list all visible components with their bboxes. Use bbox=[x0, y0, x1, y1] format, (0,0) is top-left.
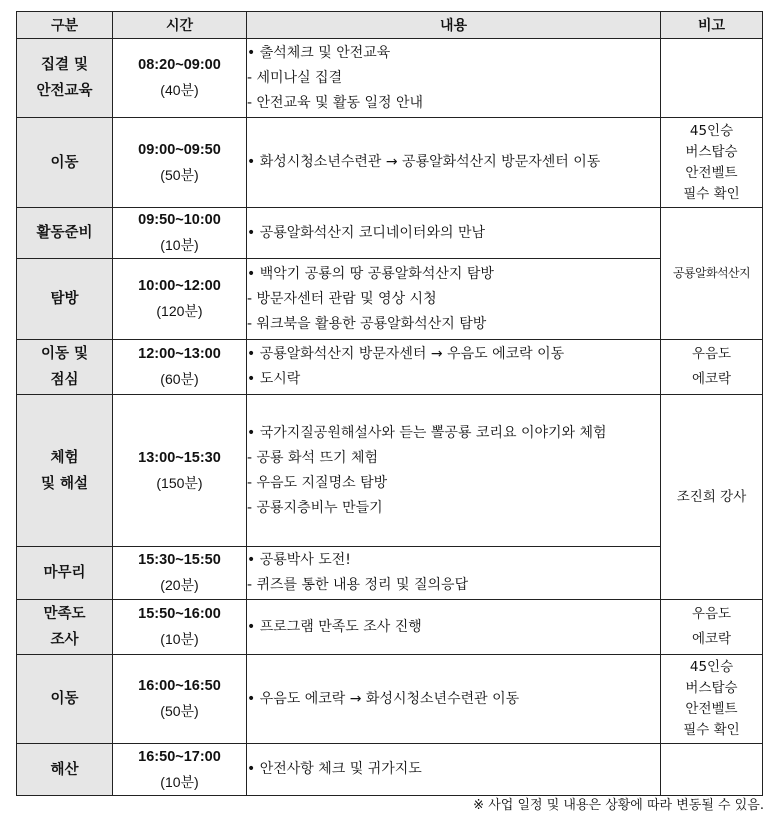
content-line: • 공룡알화석산지 방문자센터 → 우음도 에코락 이동 bbox=[247, 346, 565, 362]
content-cell bbox=[247, 208, 661, 259]
note-cell bbox=[661, 395, 763, 600]
time-cell bbox=[113, 259, 247, 340]
category-text: 체험 bbox=[50, 449, 79, 466]
duration: (20분) bbox=[160, 577, 199, 593]
category-text: 안전교육 bbox=[36, 83, 93, 99]
note-cell bbox=[661, 208, 763, 340]
category-cell bbox=[17, 118, 113, 208]
duration: (60분) bbox=[160, 371, 199, 387]
header-note: 비고 bbox=[661, 12, 763, 39]
content-line: - 세미나실 집결 bbox=[247, 69, 343, 86]
table-row bbox=[17, 600, 763, 655]
content-line: - 공룡 화석 뜨기 체험 bbox=[247, 449, 379, 466]
content-cell bbox=[247, 118, 661, 208]
content-line: • 백악기 공룡의 땅 공룡알화석산지 탐방 bbox=[247, 265, 494, 282]
note-line: 버스탑승 bbox=[685, 680, 738, 696]
note-line: 필수 확인 bbox=[683, 185, 740, 202]
note-line: 안전벨트 bbox=[685, 164, 738, 181]
time-cell bbox=[113, 655, 247, 744]
content-line: - 방문자센터 관람 및 영상 시청 bbox=[247, 290, 437, 307]
duration: (40분) bbox=[160, 82, 199, 98]
content-line: • 공룡알화석산지 코디네이터와의 만남 bbox=[247, 224, 485, 241]
time-cell bbox=[113, 39, 247, 118]
note-line: 공룡알화석산지 bbox=[673, 266, 750, 280]
content-cell bbox=[247, 395, 661, 547]
content-line: • 국가지질공원해설사와 듣는 뽈공룡 코리요 이야기와 체험 bbox=[247, 424, 607, 441]
footnote: ※ 사업 일정 및 내용은 상황에 따라 변동될 수 있음. bbox=[473, 798, 764, 813]
schedule-table bbox=[16, 11, 763, 796]
content-line: • 안전사항 체크 및 귀가지도 bbox=[247, 761, 422, 777]
content-cell bbox=[247, 340, 661, 395]
content-line: • 프로그램 만족도 조사 진행 bbox=[247, 618, 422, 635]
category-cell bbox=[17, 259, 113, 340]
time-cell bbox=[113, 118, 247, 208]
category-cell bbox=[17, 340, 113, 395]
note-cell bbox=[661, 600, 763, 655]
duration: (50분) bbox=[160, 703, 199, 719]
table-row bbox=[17, 547, 763, 600]
time-range: 13:00~15:30 bbox=[138, 449, 221, 466]
content-line: • 우음도 에코락 → 화성시청소년수련관 이동 bbox=[247, 690, 520, 707]
note-line: 조진희 강사 bbox=[676, 488, 747, 505]
time-cell bbox=[113, 744, 247, 796]
header-content: 내용 bbox=[247, 12, 661, 39]
content-cell bbox=[247, 259, 661, 340]
category-text: 이동 bbox=[50, 691, 79, 707]
time-range: 12:00~13:00 bbox=[138, 346, 221, 362]
table-row bbox=[17, 340, 763, 395]
time-range: 09:50~10:00 bbox=[138, 212, 221, 228]
content-cell bbox=[247, 547, 661, 600]
content-cell bbox=[247, 744, 661, 796]
table-row bbox=[17, 259, 763, 340]
category-text: 이동 및 bbox=[40, 346, 89, 362]
time-range: 16:00~16:50 bbox=[138, 678, 221, 694]
note-cell bbox=[661, 744, 763, 796]
time-cell bbox=[113, 600, 247, 655]
note-line: 에코락 bbox=[691, 631, 732, 647]
category-cell bbox=[17, 744, 113, 796]
duration: (120분) bbox=[156, 303, 203, 319]
content-line: - 퀴즈를 통한 내용 정리 및 질의응답 bbox=[247, 577, 469, 593]
note-line: 에코락 bbox=[691, 371, 732, 387]
note-cell bbox=[661, 118, 763, 208]
category-text: 이동 bbox=[50, 154, 79, 171]
category-cell bbox=[17, 208, 113, 259]
note-line: 버스탑승 bbox=[685, 143, 738, 160]
category-text: 및 해설 bbox=[40, 475, 89, 492]
category-text: 마무리 bbox=[43, 565, 86, 581]
category-cell bbox=[17, 39, 113, 118]
content-cell bbox=[247, 39, 661, 118]
duration: (10분) bbox=[160, 773, 199, 790]
table-row bbox=[17, 744, 763, 796]
content-line: • 화성시청소년수련관 → 공룡알화석산지 방문자센터 이동 bbox=[247, 154, 601, 170]
table-row bbox=[17, 39, 763, 118]
category-text: 점심 bbox=[50, 372, 79, 388]
content-line: - 워크북을 활용한 공룡알화석산지 탐방 bbox=[247, 315, 487, 332]
time-range: 10:00~12:00 bbox=[138, 278, 221, 294]
header-time: 시간 bbox=[113, 12, 247, 39]
header-row bbox=[17, 12, 763, 39]
note-line: 45인승 bbox=[689, 122, 734, 139]
category-cell bbox=[17, 395, 113, 547]
time-cell bbox=[113, 395, 247, 547]
category-cell bbox=[17, 547, 113, 600]
content-line: - 안전교육 및 활동 일정 안내 bbox=[247, 94, 424, 111]
category-cell bbox=[17, 655, 113, 744]
category-cell bbox=[17, 600, 113, 655]
category-text: 집결 및 bbox=[40, 57, 89, 73]
content-line: • 출석체크 및 안전교육 bbox=[247, 44, 391, 61]
category-text: 해산 bbox=[50, 761, 79, 778]
duration: (150분) bbox=[156, 474, 203, 491]
content-cell bbox=[247, 655, 661, 744]
note-line: 필수 확인 bbox=[683, 722, 740, 738]
note-line: 안전벨트 bbox=[685, 701, 738, 717]
duration: (50분) bbox=[160, 166, 199, 183]
category-text: 활동준비 bbox=[36, 225, 93, 241]
note-cell bbox=[661, 655, 763, 744]
time-cell bbox=[113, 340, 247, 395]
duration: (10분) bbox=[160, 237, 199, 253]
content-line: • 도시락 bbox=[247, 371, 301, 387]
content-line: • 공룡박사 도전! bbox=[247, 552, 351, 568]
note-cell bbox=[661, 340, 763, 395]
time-range: 09:00~09:50 bbox=[138, 141, 221, 158]
note-line: 45인승 bbox=[689, 659, 734, 675]
category-text: 만족도 bbox=[43, 606, 86, 622]
time-range: 15:30~15:50 bbox=[138, 552, 221, 568]
time-cell bbox=[113, 547, 247, 600]
category-text: 조사 bbox=[50, 632, 79, 648]
note-cell bbox=[661, 39, 763, 118]
note-line: 우음도 bbox=[691, 346, 732, 362]
table-row bbox=[17, 655, 763, 744]
header-category: 구분 bbox=[17, 12, 113, 39]
time-range: 08:20~09:00 bbox=[138, 57, 221, 73]
time-range: 15:50~16:00 bbox=[138, 606, 221, 622]
table-row bbox=[17, 208, 763, 259]
time-cell bbox=[113, 208, 247, 259]
duration: (10분) bbox=[160, 631, 199, 647]
note-line: 우음도 bbox=[691, 606, 732, 622]
content-cell bbox=[247, 600, 661, 655]
table-row bbox=[17, 395, 763, 547]
content-line: - 공룡지층비누 만들기 bbox=[247, 499, 383, 516]
content-line: - 우음도 지질명소 탐방 bbox=[247, 474, 388, 491]
category-text: 탐방 bbox=[50, 291, 79, 307]
time-range: 16:50~17:00 bbox=[138, 748, 221, 765]
table-row bbox=[17, 118, 763, 208]
